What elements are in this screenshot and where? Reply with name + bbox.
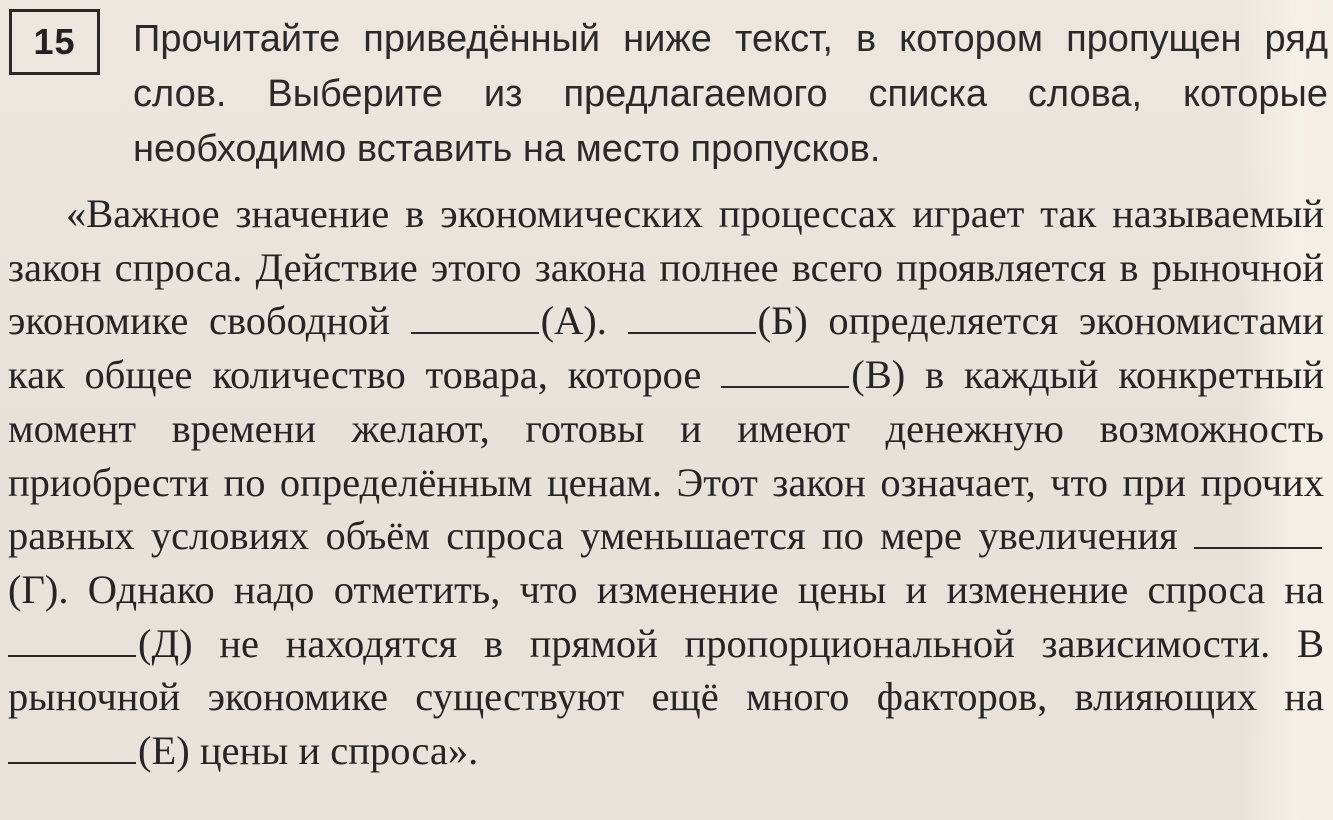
passage-segment-1: «Важное значение в экономических процессах играет так называемый закон спроса. Действие этого закона полнее всего проявляется в рыночной экономике свободной <box>8 191 1324 344</box>
passage-segment-d: (Д) не находятся в прямой пропорциональной зависимости. В рыночной экономике существуют ещё много факторов, влияющих на <box>8 620 1324 720</box>
blank-a <box>411 304 539 334</box>
passage-segment-e: (Е) цены и спроса». <box>138 728 479 774</box>
blank-v <box>721 358 849 388</box>
passage-segment-b: (Б) определяется экономистами как общее количество товара, которое <box>8 298 1324 398</box>
passage-segment-a: (А). <box>540 298 607 344</box>
passage-segment-g: (Г). Однако надо отметить, что изменение цены и изменение спроса на <box>8 566 1324 612</box>
task-number-box <box>9 9 100 75</box>
passage-segment-v: (В) в каждый конкретный момент времени желают, готовы и имеют денежную возможность приобрести по определённым ценам. Этот закон означает, что при прочих равных условиях объём спроса уменьшается по мере увеличения <box>8 352 1325 559</box>
blank-g <box>1194 519 1322 549</box>
blank-b <box>628 304 756 334</box>
passage-text <box>8 187 1324 778</box>
task-number: 15 <box>33 21 76 62</box>
blank-e <box>8 734 136 764</box>
task-instruction: Прочитайте приведённый ниже текст, в котором пропущен ряд слов. Выберите из предлагаемого списка слова, которые необходимо вставить на место пропусков. <box>133 18 1328 170</box>
blank-d <box>8 627 136 657</box>
